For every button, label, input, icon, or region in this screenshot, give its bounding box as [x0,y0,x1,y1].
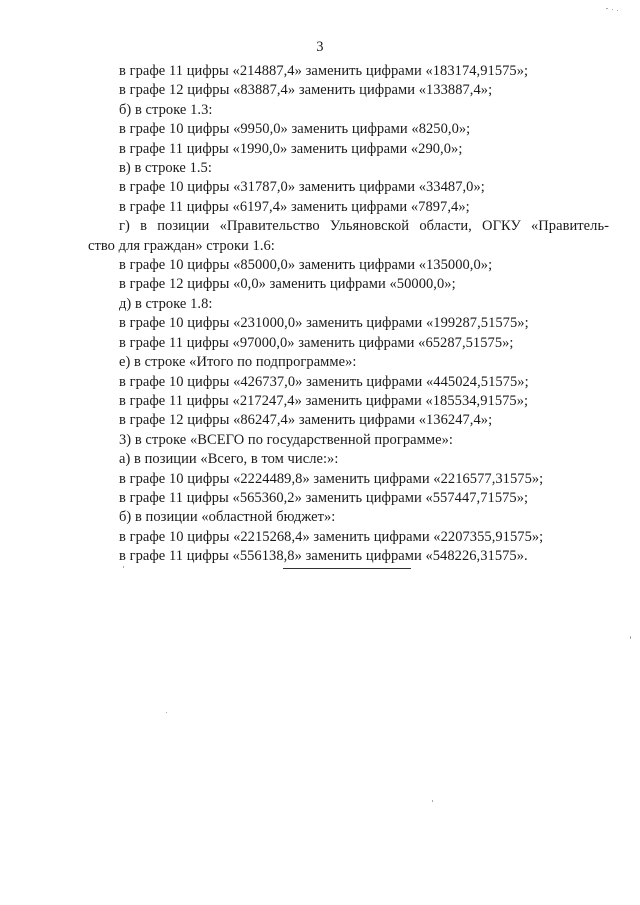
scan-speck [612,9,613,10]
scan-speck [166,712,167,713]
text-line: в графе 11 цифры «1990,0» заменить цифрами «290,0»; [119,140,463,157]
text-line: в графе 11 цифры «214887,4» заменить цифрами «183174,91575»; [119,63,529,79]
text-line: в графе 11 цифры «565360,2» заменить цифрами «557447,71575»; [119,489,529,506]
text-line: в графе 10 цифры «2215268,4» заменить цифрами «2207355,91575»; [119,528,544,545]
text-line: в графе 11 цифры «217247,4» заменить цифрами «185534,91575»; [119,392,529,409]
page-number: 3 [316,39,324,55]
scan-speck [630,636,631,639]
text-line: в графе 10 цифры «31787,0» заменить цифрами «33487,0»; [119,179,485,196]
text-line: в графе 10 цифры «9950,0» заменить цифрами «8250,0»; [119,121,471,138]
text-line: в графе 10 цифры «426737,0» заменить цифрами «445024,51575»; [119,373,529,390]
scan-speck [432,800,433,802]
text-line: г) в позиции «Правительство Ульяновской области, ОГКУ «Правитель- [119,218,609,235]
text-line: в графе 10 цифры «2224489,8» заменить цифрами «2216577,31575»; [119,470,544,487]
text-line: 3) в строке «ВСЕГО по государственной программе»: [119,431,453,448]
text-line: ство для граждан» строки 1.6: [88,237,275,254]
text-line: в графе 12 цифры «86247,4» заменить цифрами «136247,4»; [119,412,493,429]
text-line: в графе 12 цифры «0,0» заменить цифрами «50000,0»; [119,276,456,293]
text-line: д) в строке 1.8: [119,295,213,312]
scan-speck [617,10,618,11]
text-line: в) в строке 1.5: [119,160,212,177]
text-line: б) в строке 1.3: [119,101,213,118]
text-line: а) в позиции «Всего, в том числе:»: [119,451,339,468]
text-line: в графе 11 цифры «97000,0» заменить цифрами «65287,51575»; [119,334,514,351]
end-separator-line [283,568,411,569]
text-line: в графе 11 цифры «556138,8» заменить цифрами «548226,31575». [119,548,528,565]
text-line: в графе 11 цифры «6197,4» заменить цифрами «7897,4»; [119,198,470,215]
scan-speck [123,566,124,568]
scan-speck [606,8,608,9]
text-line: е) в строке «Итого по подпрограмме»: [119,354,357,371]
text-line: в графе 12 цифры «83887,4» заменить цифрами «133887,4»; [119,82,493,99]
document-body [88,62,609,567]
text-line: б) в позиции «областной бюджет»: [119,509,336,526]
text-line: в графе 10 цифры «85000,0» заменить цифрами «135000,0»; [119,257,493,274]
text-line: в графе 10 цифры «231000,0» заменить цифрами «199287,51575»; [119,315,529,332]
